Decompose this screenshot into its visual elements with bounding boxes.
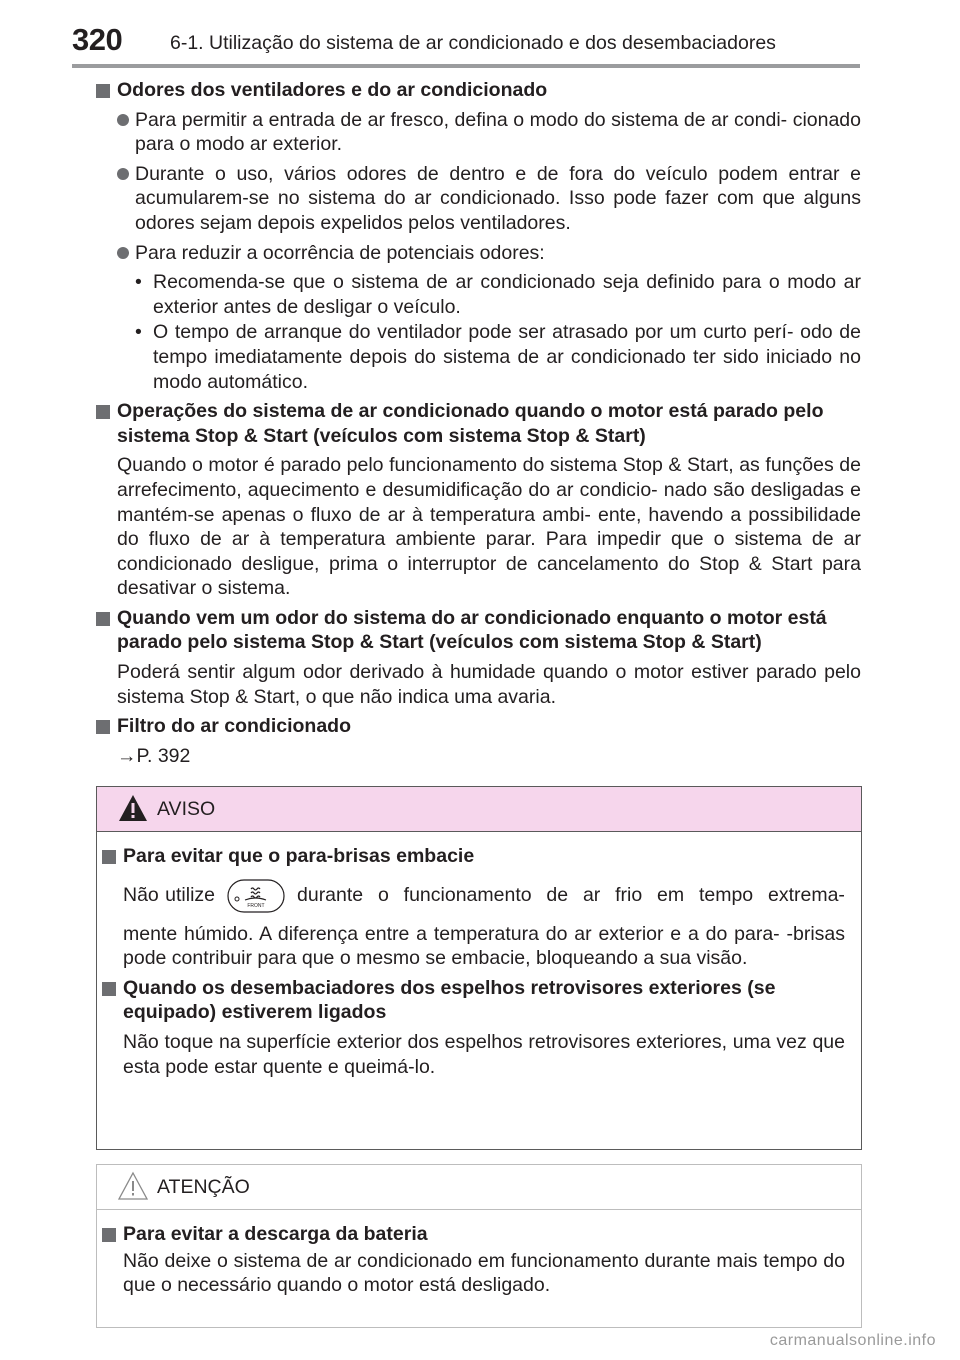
warning-inline-line: Não utilize FRONT durante o funcionamento de ar frio em tempo extrema- [101, 874, 845, 918]
caution-box-body [97, 1210, 861, 1298]
windshield-defogger-icon [227, 879, 285, 913]
chapter-title: 6-1. Utilização do sistema de ar condicionado e dos desembaciadores [170, 32, 776, 54]
paragraph: Não deixe o sistema de ar condicionado em funcionamento durante mais tempo do que o necessário quando o motor está desligado. [123, 1249, 845, 1297]
caution-label: ATENÇÃO [157, 1176, 250, 1198]
round-bullet-icon [117, 247, 129, 259]
paragraph: Poderá sentir algum odor derivado à humidade quando o motor estiver parado pelo sistema Stop & Start, o que não indica uma avaria. [117, 661, 861, 708]
list-item: Para permitir a entrada de ar fresco, defina o modo do sistema de ar condi- cionado para o modo ar exterior. [95, 108, 861, 157]
list-item: Durante o uso, vários odores de dentro e de fora do veículo podem entrar e acumularem-se no sistema do ar condicionado. Isso pode fazer com que alguns odores sejam depois expelidos pelos ventiladores. [95, 162, 861, 236]
list-item: Para reduzir a ocorrência de potenciais odores: [95, 241, 861, 266]
section-heading-odors: Odores dos ventiladores e do ar condicionado [95, 78, 861, 103]
warning-item-heading: Para evitar que o para-brisas embacie [101, 844, 845, 869]
square-bullet-icon [96, 405, 110, 419]
round-bullet-icon [117, 168, 129, 180]
section-heading-filter: Filtro do ar condicionado [95, 714, 861, 739]
caution-item-heading: Para evitar a descarga da bateria [101, 1222, 845, 1247]
warning-label: AVISO [157, 798, 216, 820]
caution-box-header [97, 1165, 861, 1210]
caution-box [96, 1164, 862, 1328]
square-bullet-icon [102, 1228, 116, 1242]
main-content [95, 78, 861, 768]
paragraph: Não toque na superfície exterior dos espelhos retrovisores exteriores, uma vez que esta pode estar quente e queimá-lo. [123, 1030, 845, 1078]
square-bullet-icon [102, 850, 116, 864]
square-bullet-icon [96, 612, 110, 626]
page-header [72, 22, 860, 66]
square-bullet-icon [102, 982, 116, 996]
page-reference-link[interactable]: →P. 392 [117, 744, 191, 767]
small-bullet-icon: • [135, 321, 142, 344]
watermark: carmanualsonline.info [769, 1332, 936, 1349]
square-bullet-icon [96, 720, 110, 734]
section-heading-odor-stop: Quando vem um odor do sistema do ar condicionado enquanto o motor está parado pelo sistema Stop & Start (veículos com sistema Stop & Start) [95, 606, 861, 655]
warning-box [96, 786, 862, 1150]
sub-list-item: • Recomenda-se que o sistema de ar condicionado seja definido para o modo ar exterior antes de desligar o veículo. [135, 271, 861, 318]
warning-triangle-icon [117, 793, 149, 823]
header-rule [72, 64, 860, 68]
paragraph: Quando o motor é parado pelo funcionamento do sistema Stop & Start, as funções de arrefecimento, aquecimento e desumidificação do ar condicio- nado são desligadas e mantém-se apenas o fluxo de ar à temperatura ambi- ente, havendo a possibilidade do fluxo de ar à temperatura ambiente parar. Para impedir que o sistema de ar condicionado desligue, prima o interruptor de cancelamento do Stop & Start para desativar o sistema. [117, 454, 861, 600]
warning-box-header [97, 787, 861, 832]
page-number: 320 [72, 22, 123, 57]
small-bullet-icon: • [135, 271, 142, 294]
warning-item-heading: Quando os desembaciadores dos espelhos retrovisores exteriores (se equipado) estiverem ligados [101, 976, 845, 1025]
round-bullet-icon [117, 114, 129, 126]
svg-text:FRONT: FRONT [247, 902, 265, 909]
warning-box-body [97, 832, 861, 1079]
paragraph: mente húmido. A diferença entre a temperatura do ar exterior e a do para- -brisas pode contribuir para que o mesmo se embacie, bloqueando a sua visão. [123, 922, 845, 970]
square-bullet-icon [96, 84, 110, 98]
caution-triangle-icon [117, 1171, 149, 1201]
sub-list-item: • O tempo de arranque do ventilador pode ser atrasado por um curto perí- odo de tempo imediatamente depois do sistema de ar condicionado ter sido iniciado no modo automático. [135, 321, 861, 393]
section-heading-stopstart: Operações do sistema de ar condicionado quando o motor está parado pelo sistema Stop & Start (veículos com sistema Stop & Start) [95, 399, 861, 448]
